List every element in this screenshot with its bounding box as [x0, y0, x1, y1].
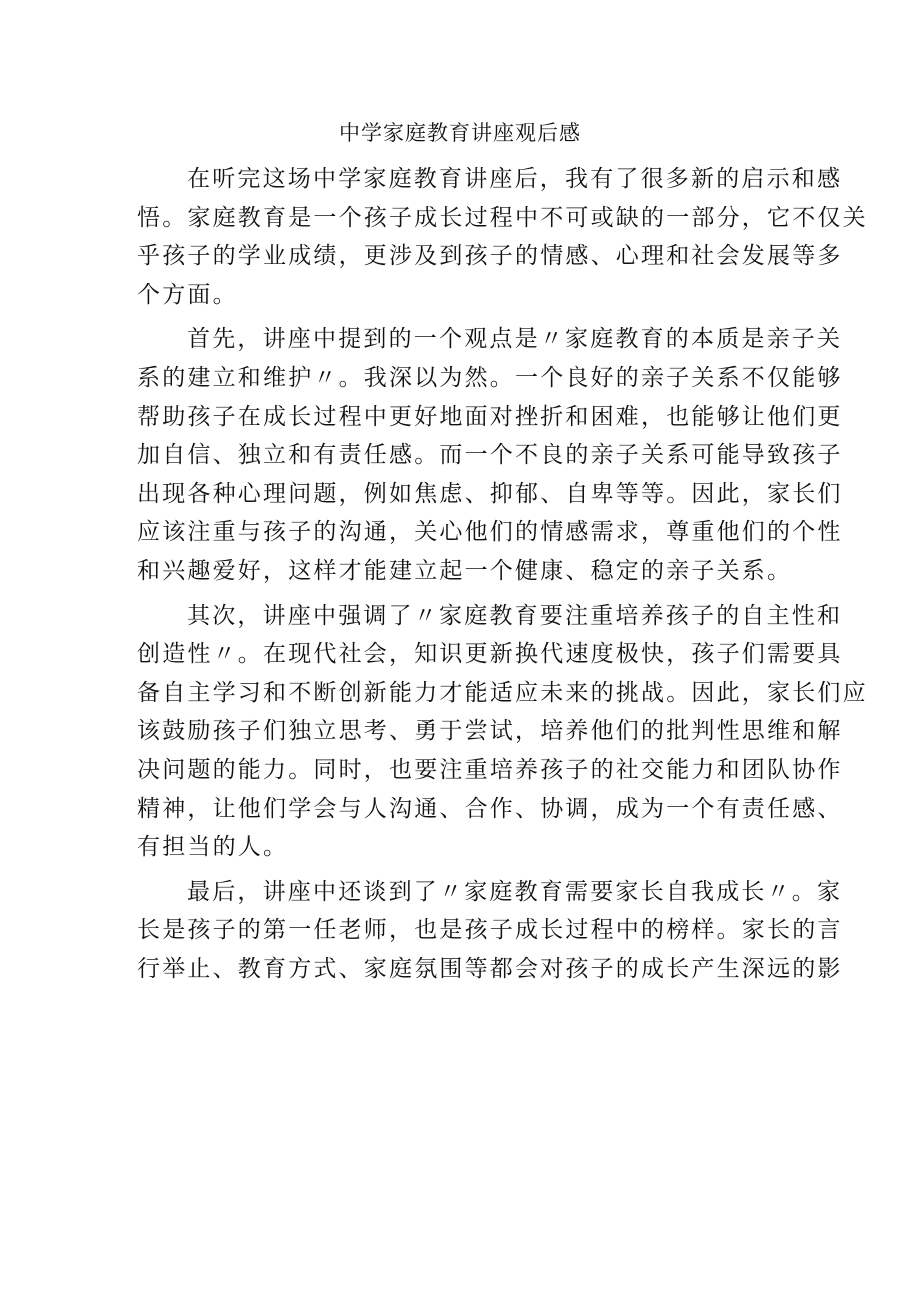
document-body: [137, 160, 868, 994]
paragraph-4: [137, 873, 843, 989]
text-line: 在听完这场中学家庭教育讲座后，我有了很多新的启示和感: [187, 166, 843, 192]
text-line: 行举止、教育方式、家庭氛围等都会对孩子的成长产生深远的影: [137, 955, 843, 982]
text-line: 其次，讲座中强调了〃家庭教育要注重培养孩子的自主性和: [187, 602, 843, 629]
text-line: 悟。家庭教育是一个孩子成长过程中不可或缺的一部分，它不仅关: [137, 204, 868, 231]
text-line: 备自主学习和不断创新能力才能适应未来的挑战。因此，家长们应: [137, 679, 868, 706]
text-line: 首先，讲座中提到的一个观点是〃家庭教育的本质是亲子关: [187, 326, 843, 353]
text-line: 该鼓励孩子们独立思考、勇于尝试，培养他们的批判性思维和解: [137, 718, 843, 745]
text-line: 长是孩子的第一任老师，也是孩子成长过程中的榜样。家长的言: [137, 917, 843, 944]
text-line: 乎孩子的学业成绩，更涉及到孩子的情感、心理和社会发展等多: [137, 243, 843, 270]
document-title: 中学家庭教育讲座观后感: [339, 121, 581, 145]
text-line: 决问题的能力。同时，也要注重培养孩子的社交能力和团队协作: [137, 756, 843, 783]
paragraph-3: [137, 597, 868, 867]
text-line: 精神，让他们学会与人沟通、合作、协调，成为一个有责任感、: [137, 795, 843, 822]
paragraph-2: [137, 320, 843, 590]
text-line: 应该注重与孩子的沟通，关心他们的情感需求，尊重他们的个性: [137, 519, 843, 546]
text-line: 最后，讲座中还谈到了〃家庭教育需要家长自我成长〃。家: [187, 878, 843, 905]
text-line: 有担当的人。: [137, 834, 289, 861]
text-line: 出现各种心理问题，例如焦虑、抑郁、自卑等等。因此，家长们: [137, 480, 843, 507]
text-line: 帮助孩子在成长过程中更好地面对挫折和困难，也能够让他们更: [137, 403, 843, 430]
text-line: 系的建立和维护〃。我深以为然。一个良好的亲子关系不仅能够: [137, 364, 843, 391]
text-line: 和兴趣爱好，这样才能建立起一个健康、稳定的亲子关系。: [137, 557, 793, 584]
paragraph-1: [137, 160, 868, 314]
text-line: 加自信、独立和有责任感。而一个不良的亲子关系可能导致孩子: [137, 442, 843, 469]
text-line: 创造性〃。在现代社会，知识更新换代速度极快，孩子们需要具: [137, 641, 843, 668]
text-line: 个方面。: [137, 281, 238, 308]
